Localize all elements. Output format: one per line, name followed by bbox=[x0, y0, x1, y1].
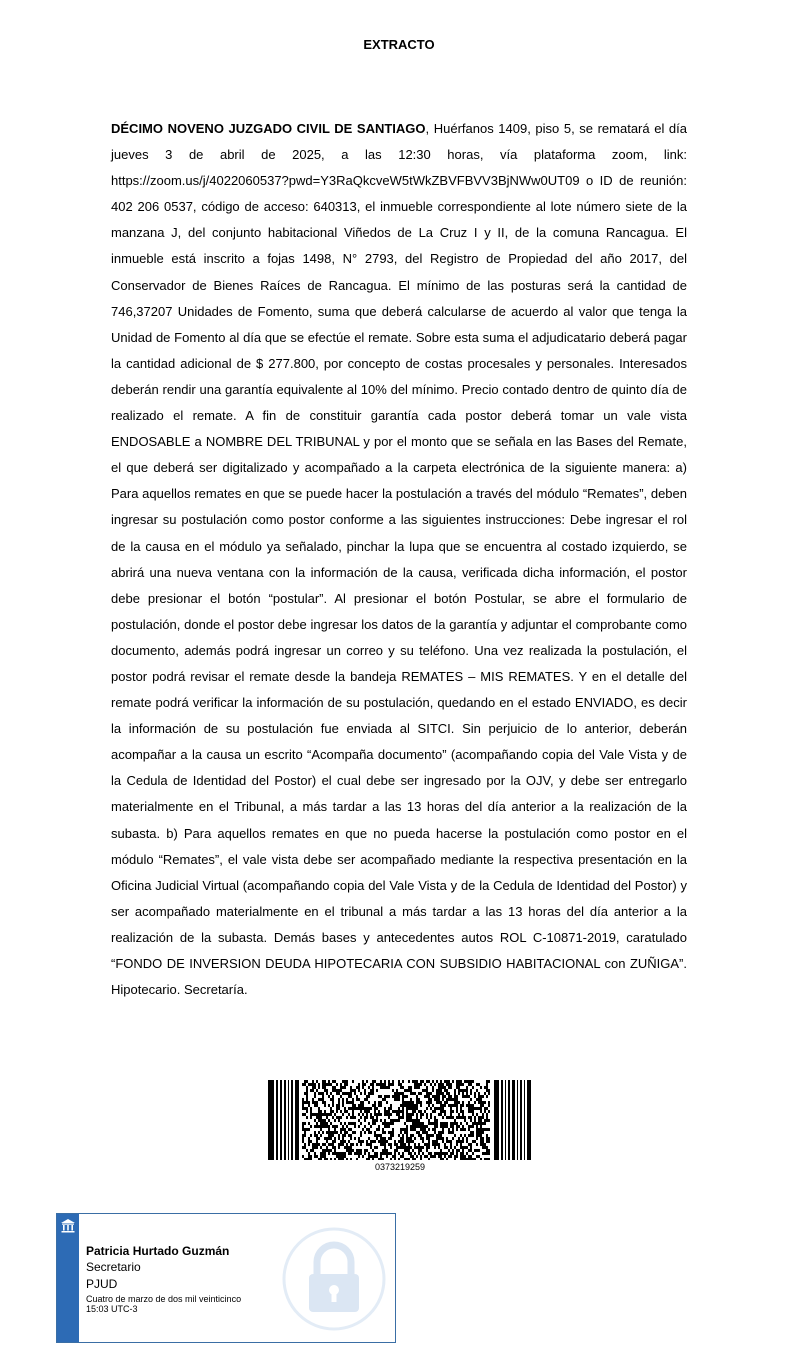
signer-role: Secretario bbox=[86, 1260, 141, 1274]
barcode-number: 0373219259 bbox=[374, 1162, 426, 1172]
barcode-image bbox=[268, 1080, 532, 1160]
signature-box bbox=[56, 1213, 396, 1343]
lock-icon bbox=[279, 1224, 389, 1334]
signer-organization: PJUD bbox=[86, 1277, 118, 1291]
courthouse-icon bbox=[60, 1218, 76, 1234]
document-title: EXTRACTO bbox=[363, 37, 435, 52]
signature-time: 15:03 UTC-3 bbox=[86, 1304, 138, 1314]
signature-datetime bbox=[86, 1294, 276, 1314]
signature-date: Cuatro de marzo de dos mil veinticinco bbox=[86, 1294, 242, 1304]
signer-name: Patricia Hurtado Guzmán bbox=[86, 1244, 230, 1258]
court-name: DÉCIMO NOVENO JUZGADO CIVIL DE SANTIAGO bbox=[111, 121, 426, 136]
extract-text: , Huérfanos 1409, piso 5, se rematará el día jueves 3 de abril de 2025, a las 12:30 horas, vía plataforma zoom, link: https://zoom.us/j/4022060537?pwd=Y3RaQkcveW5tWkZBVFBVV3BjNWw0UT09 o ID de reunión: 402 206 0537, código de acceso: 640313, el inmueble correspondiente al lote número siete de la manzana J, del conjunto habitacional Viñedos de La Cruz I y II, de la comuna Rancagua. El inmueble está inscrito a fojas 1498, N° 2793, del Registro de Propiedad del año 2017, del Conservador de Bienes Raíces de Rancagua. El mínimo de las posturas será la cantidad de 746,37207 Unidades de Fomento, suma que deberá calcularse de acuerdo al valor que tenga la Unidad de Fomento al día que se efectúe el remate. Sobre esta suma el adjudicatario deberá pagar la cantidad adicional de $ 277.800, por concepto de costas procesales y personales. Interesados deberán rendir una garantía equivalente al 10% del mínimo. Precio contado dentro de quinto día de realizado el remate. A fin de constituir garantía cada postor deberá tomar un vale vista ENDOSABLE a NOMBRE DEL TRIBUNAL y por el monto que se señala en las Bases del Remate, el que deberá ser digitalizado y acompañado a la carpeta electrónica de la siguiente manera: a) Para aquellos remates en que se puede hacer la postulación a través del módulo “Remates”, deben ingresar su postulación como postor conforme a las siguientes instrucciones: Debe ingresar el rol de la causa en el módulo ya señalado, pinchar la lupa que se encuentra al costado izquierdo, se abrirá una nueva ventana con la información de la causa, verificada dicha información, el postor debe presionar el botón “postular”. Al presionar el botón Postular, se abre el formulario de postulación, donde el postor debe ingresar los datos de la garantía y adjuntar el comprobante como documento, además podrá ingresar un correo y su teléfono. Una vez realizada la postulación, el postor podrá revisar el remate desde la bandeja REMATES – MIS REMATES. Y en el detalle del remate podrá verificar la información de su postulación, quedando en el estado ENVIADO, es decir la información de su postulación fue enviada al SITCI. Sin perjuicio de lo anterior, deberán acompañar a la causa un escrito “Acompaña documento” (acompañando copia del Vale Vista y de la Cedula de Identidad del Postor) el cual debe ser ingresado por la OJV, y debe ser entregarlo materialmente en el Tribunal, a más tardar a las 13 horas del día anterior a la realización de la subasta. b) Para aquellos remates en que no pueda hacerse la postulación como postor en el módulo “Remates”, el vale vista debe ser acompañado mediante la respectiva presentación en la Oficina Judicial Virtual (acompañando copia del Vale Vista y de la Cedula de Identidad del Postor) y ser acompañado materialmente en el tribunal a más tardar a las 13 horas del día anterior a la realización de la subasta. Demás bases y antecedentes autos ROL C-10871-2019, caratulado “FONDO DE INVERSION DEUDA HIPOTECARIA CON SUBSIDIO HABITACIONAL con ZUÑIGA”. Hipotecario. Secretaría. bbox=[111, 121, 687, 998]
extract-body bbox=[111, 116, 687, 1003]
barcode bbox=[268, 1080, 532, 1180]
signature-sidebar bbox=[57, 1214, 79, 1342]
